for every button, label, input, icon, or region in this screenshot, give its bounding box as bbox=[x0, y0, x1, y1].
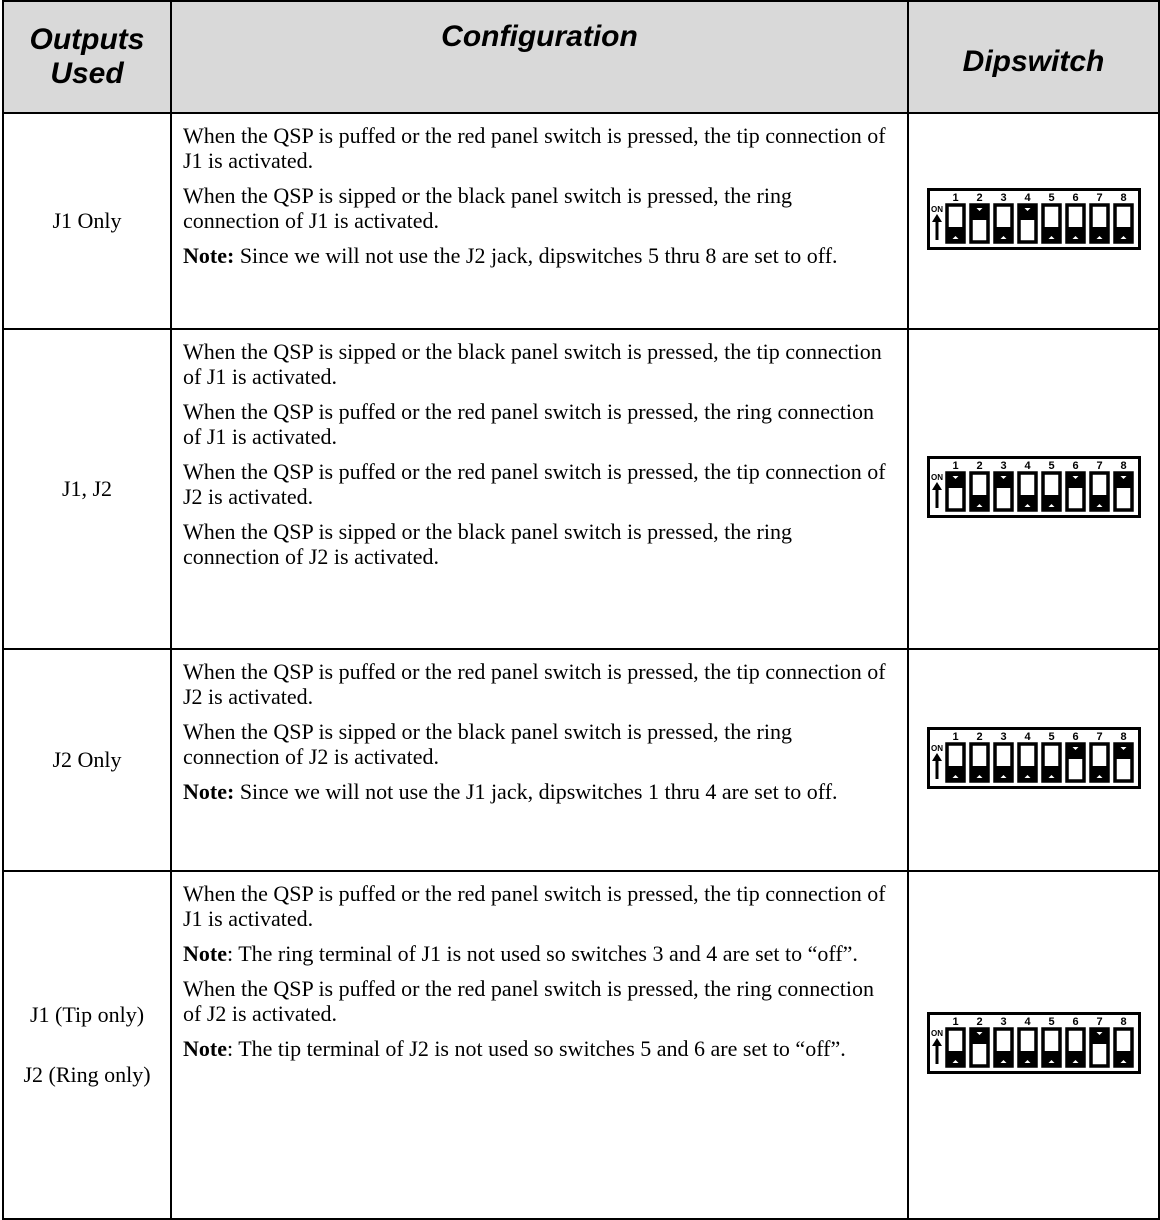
switch-number: 8 bbox=[1119, 191, 1127, 204]
outputs-used-header-line2: Used bbox=[50, 57, 124, 90]
switch-number: 3 bbox=[999, 191, 1007, 204]
table-row bbox=[3, 113, 1159, 329]
configuration-paragraph bbox=[183, 183, 887, 233]
dipswitch-cell bbox=[908, 649, 1159, 871]
dip-switch-1 bbox=[947, 744, 964, 781]
dipswitch-cell bbox=[908, 871, 1159, 1219]
switch-number: 8 bbox=[1119, 730, 1127, 743]
switch-number: 7 bbox=[1095, 459, 1103, 472]
switch-number: 2 bbox=[975, 459, 983, 472]
table-row bbox=[3, 329, 1159, 649]
configuration-paragraph bbox=[183, 779, 887, 804]
dip-switch-3 bbox=[995, 744, 1012, 781]
switch-number: 2 bbox=[975, 730, 983, 743]
dip-switch-7 bbox=[1091, 744, 1108, 781]
configuration-text: When the QSP is puffed or the red panel switch is pressed, the tip connection of J1 is activated. bbox=[183, 881, 886, 931]
outputs-gap bbox=[4, 1028, 170, 1062]
dipswitch-diagram bbox=[927, 727, 1141, 789]
configuration-text: Since we will not use the J1 jack, dipswitches 1 thru 4 are set to off. bbox=[234, 779, 838, 804]
dip-switch-6 bbox=[1067, 744, 1084, 781]
outputs-used-cell bbox=[3, 329, 171, 649]
table-row bbox=[3, 649, 1159, 871]
dip-switch-7 bbox=[1091, 205, 1108, 242]
configuration-paragraph bbox=[183, 881, 887, 931]
configuration-text: When the QSP is sipped or the black panel switch is pressed, the tip connection of J1 is activated. bbox=[183, 339, 882, 389]
configuration-cell bbox=[171, 871, 908, 1219]
dip-switch-5 bbox=[1043, 473, 1060, 510]
dip-switch-1 bbox=[947, 205, 964, 242]
switch-number: 6 bbox=[1071, 191, 1079, 204]
switch-number: 3 bbox=[999, 730, 1007, 743]
configuration-text: When the QSP is puffed or the red panel switch is pressed, the tip connection of J2 is activated. bbox=[183, 659, 886, 709]
configuration-paragraph bbox=[183, 659, 887, 709]
switch-number: 4 bbox=[1023, 191, 1031, 204]
switch-number: 5 bbox=[1047, 1015, 1055, 1028]
switch-number: 4 bbox=[1023, 730, 1031, 743]
dip-switch-6 bbox=[1067, 473, 1084, 510]
configuration-text: : The ring terminal of J1 is not used so switches 3 and 4 are set to “off”. bbox=[226, 941, 858, 966]
configuration-cell bbox=[171, 649, 908, 871]
on-label: ON bbox=[930, 743, 943, 753]
dip-switch-7 bbox=[1091, 473, 1108, 510]
switch-number: 2 bbox=[975, 1015, 983, 1028]
switch-number: 6 bbox=[1071, 1015, 1079, 1028]
dip-switch-1 bbox=[947, 473, 964, 510]
outputs-used-label: J2 (Ring only) bbox=[23, 1062, 151, 1087]
configuration-text: When the QSP is sipped or the black panel switch is pressed, the ring connection of J2 is activated. bbox=[183, 519, 792, 569]
dip-switch-8 bbox=[1115, 473, 1132, 510]
configuration-text: When the QSP is puffed or the red panel switch is pressed, the tip connection of J2 is activated. bbox=[183, 459, 886, 509]
configuration-paragraph bbox=[183, 976, 887, 1026]
switch-number: 8 bbox=[1119, 1015, 1127, 1028]
dip-switch-8 bbox=[1115, 205, 1132, 242]
configuration-cell bbox=[171, 113, 908, 329]
configuration-paragraph bbox=[183, 941, 887, 966]
dip-switch-4 bbox=[1019, 205, 1036, 242]
dip-switch-3 bbox=[995, 1029, 1012, 1066]
switch-number: 1 bbox=[951, 1015, 959, 1028]
outputs-used-label: J1 Only bbox=[52, 208, 122, 233]
switch-number: 4 bbox=[1023, 1015, 1031, 1028]
dip-switch-4 bbox=[1019, 473, 1036, 510]
configuration-text: When the QSP is puffed or the red panel switch is pressed, the ring connection of J1 is activated. bbox=[183, 399, 875, 449]
outputs-used-cell bbox=[3, 649, 171, 871]
dip-switch-5 bbox=[1043, 205, 1060, 242]
switch-number: 7 bbox=[1095, 191, 1103, 204]
outputs-used-label: J1 (Tip only) bbox=[29, 1002, 145, 1027]
outputs-used-header bbox=[3, 1, 171, 113]
dip-switch-2 bbox=[971, 1029, 988, 1066]
table-row bbox=[3, 871, 1159, 1219]
configuration-paragraph bbox=[183, 123, 887, 173]
outputs-used-cell bbox=[3, 113, 171, 329]
dipswitch-diagram bbox=[927, 456, 1141, 518]
dip-switch-5 bbox=[1043, 744, 1060, 781]
configuration-paragraph bbox=[183, 459, 887, 509]
configuration-paragraph bbox=[183, 719, 887, 769]
configuration-paragraph bbox=[183, 519, 887, 569]
configuration-paragraph bbox=[183, 339, 887, 389]
dip-switch-6 bbox=[1067, 1029, 1084, 1066]
note-label: Note bbox=[183, 941, 227, 966]
configuration-paragraph bbox=[183, 399, 887, 449]
dipswitch-cell bbox=[908, 329, 1159, 649]
switch-number: 7 bbox=[1095, 1015, 1103, 1028]
switch-number: 1 bbox=[951, 459, 959, 472]
switch-number: 3 bbox=[999, 459, 1007, 472]
dipswitch-diagram bbox=[927, 1012, 1141, 1074]
switch-number: 6 bbox=[1071, 730, 1079, 743]
dip-switch-2 bbox=[971, 473, 988, 510]
switch-number: 2 bbox=[975, 191, 983, 204]
switch-number: 5 bbox=[1047, 191, 1055, 204]
header-row bbox=[3, 1, 1159, 113]
dip-switch-6 bbox=[1067, 205, 1084, 242]
dip-switch-5 bbox=[1043, 1029, 1060, 1066]
dip-switch-8 bbox=[1115, 1029, 1132, 1066]
switch-number: 6 bbox=[1071, 459, 1079, 472]
configuration-text: When the QSP is puffed or the red panel switch is pressed, the ring connection of J2 is activated. bbox=[183, 976, 875, 1026]
switch-number: 8 bbox=[1119, 459, 1127, 472]
dip-switch-2 bbox=[971, 205, 988, 242]
switch-number: 5 bbox=[1047, 730, 1055, 743]
configuration-paragraph bbox=[183, 243, 887, 268]
note-label: Note: bbox=[183, 779, 235, 804]
configuration-cell bbox=[171, 329, 908, 649]
switch-number: 1 bbox=[951, 730, 959, 743]
dip-switch-4 bbox=[1019, 1029, 1036, 1066]
dip-switch-2 bbox=[971, 744, 988, 781]
switch-number: 3 bbox=[999, 1015, 1007, 1028]
dip-switch-1 bbox=[947, 1029, 964, 1066]
on-label: ON bbox=[930, 1028, 943, 1038]
dipswitch-header: Dipswitch bbox=[908, 1, 1159, 113]
on-label: ON bbox=[930, 472, 943, 482]
configuration-header: Configuration bbox=[171, 1, 908, 113]
dip-switch-7 bbox=[1091, 1029, 1108, 1066]
on-label: ON bbox=[930, 204, 943, 214]
outputs-used-cell bbox=[3, 871, 171, 1219]
configuration-text: When the QSP is sipped or the black panel switch is pressed, the ring connection of J1 is activated. bbox=[183, 183, 792, 233]
note-label: Note bbox=[183, 1036, 227, 1061]
switch-number: 5 bbox=[1047, 459, 1055, 472]
configuration-paragraph bbox=[183, 1036, 887, 1061]
dip-switch-8 bbox=[1115, 744, 1132, 781]
outputs-used-label: J1, J2 bbox=[61, 476, 113, 501]
outputs-used-label: J2 Only bbox=[52, 747, 122, 772]
configuration-text: : The tip terminal of J2 is not used so switches 5 and 6 are set to “off”. bbox=[226, 1036, 846, 1061]
table-body bbox=[3, 113, 1159, 1219]
dipswitch-cell bbox=[908, 113, 1159, 329]
configuration-text: When the QSP is sipped or the black panel switch is pressed, the ring connection of J2 is activated. bbox=[183, 719, 792, 769]
configuration-table bbox=[2, 0, 1160, 1220]
configuration-text: When the QSP is puffed or the red panel switch is pressed, the tip connection of J1 is activated. bbox=[183, 123, 886, 173]
switch-number: 1 bbox=[951, 191, 959, 204]
dipswitch-diagram bbox=[927, 188, 1141, 250]
configuration-text: Since we will not use the J2 jack, dipswitches 5 thru 8 are set to off. bbox=[234, 243, 838, 268]
dip-switch-3 bbox=[995, 205, 1012, 242]
note-label: Note: bbox=[183, 243, 235, 268]
switch-number: 7 bbox=[1095, 730, 1103, 743]
dip-switch-4 bbox=[1019, 744, 1036, 781]
outputs-used-header-line1: Outputs bbox=[29, 23, 145, 56]
switch-number: 4 bbox=[1023, 459, 1031, 472]
dip-switch-3 bbox=[995, 473, 1012, 510]
